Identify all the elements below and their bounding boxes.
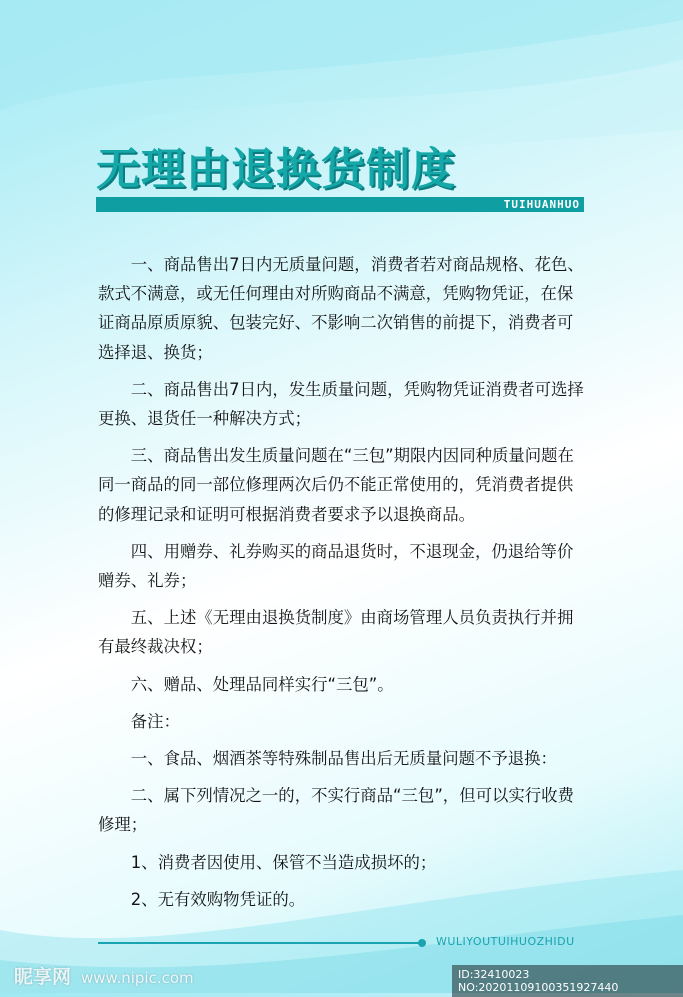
watermark-site: www.nipic.com <box>81 969 194 987</box>
paragraph: 二、商品售出7日内，发生质量问题，凭购物凭证消费者可选择更换、退货任一种解决方式； <box>98 379 584 429</box>
policy-content <box>98 250 588 922</box>
paragraph: 四、用赠券、礼券购买的商品退货时，不退现金，仍退给等价赠券、礼券； <box>98 541 574 591</box>
page-title: 无理由退换货制度 <box>96 144 456 195</box>
footer-text: WULIYOUTUIHUOZHIDU <box>436 935 575 948</box>
paragraph: 六、赠品、处理品同样实行“三包”。 <box>130 674 394 694</box>
remarks-label: 备注： <box>130 711 180 731</box>
paragraph: 1、消费者因使用、保管不当造成损坏的； <box>130 852 437 872</box>
title-bar <box>96 197 584 212</box>
paragraph: 2、无有效购物凭证的。 <box>130 889 306 909</box>
paragraph: 二、属下列情况之一的，不实行商品“三包”，但可以实行收费修理； <box>98 786 574 835</box>
image-id-badge: ID:32410023 NO:20201109100351927440 <box>452 965 683 997</box>
footer-dot <box>418 939 426 947</box>
title-subtitle: TUIHUANHUO <box>503 198 580 211</box>
watermark <box>14 962 194 989</box>
paragraph: 一、食品、烟酒茶等特殊制品售出后无质量问题不予退换： <box>130 749 557 769</box>
watermark-logo: 昵享网 <box>14 966 72 988</box>
paragraph: 五、上述《无理由退换货制度》由商场管理人员负责执行并拥有最终裁决权； <box>98 608 574 657</box>
paragraph: 三、商品售出发生质量问题在“三包”期限内因同种质量问题在同一商品的同一部位修理两次后仍不能正常使用的，凭消费者提供的修理记录和证明可根据消费者要求予以退换商品。 <box>98 446 574 524</box>
footer-line <box>98 942 420 944</box>
paragraph: 一、商品售出7日内无质量问题，消费者若对商品规格、花色、款式不满意，或无任何理由对所购商品不满意，凭购物凭证，在保证商品原质原貌、包装完好、不影响二次销售的前提下，消费者可选择退、换货； <box>98 255 584 362</box>
